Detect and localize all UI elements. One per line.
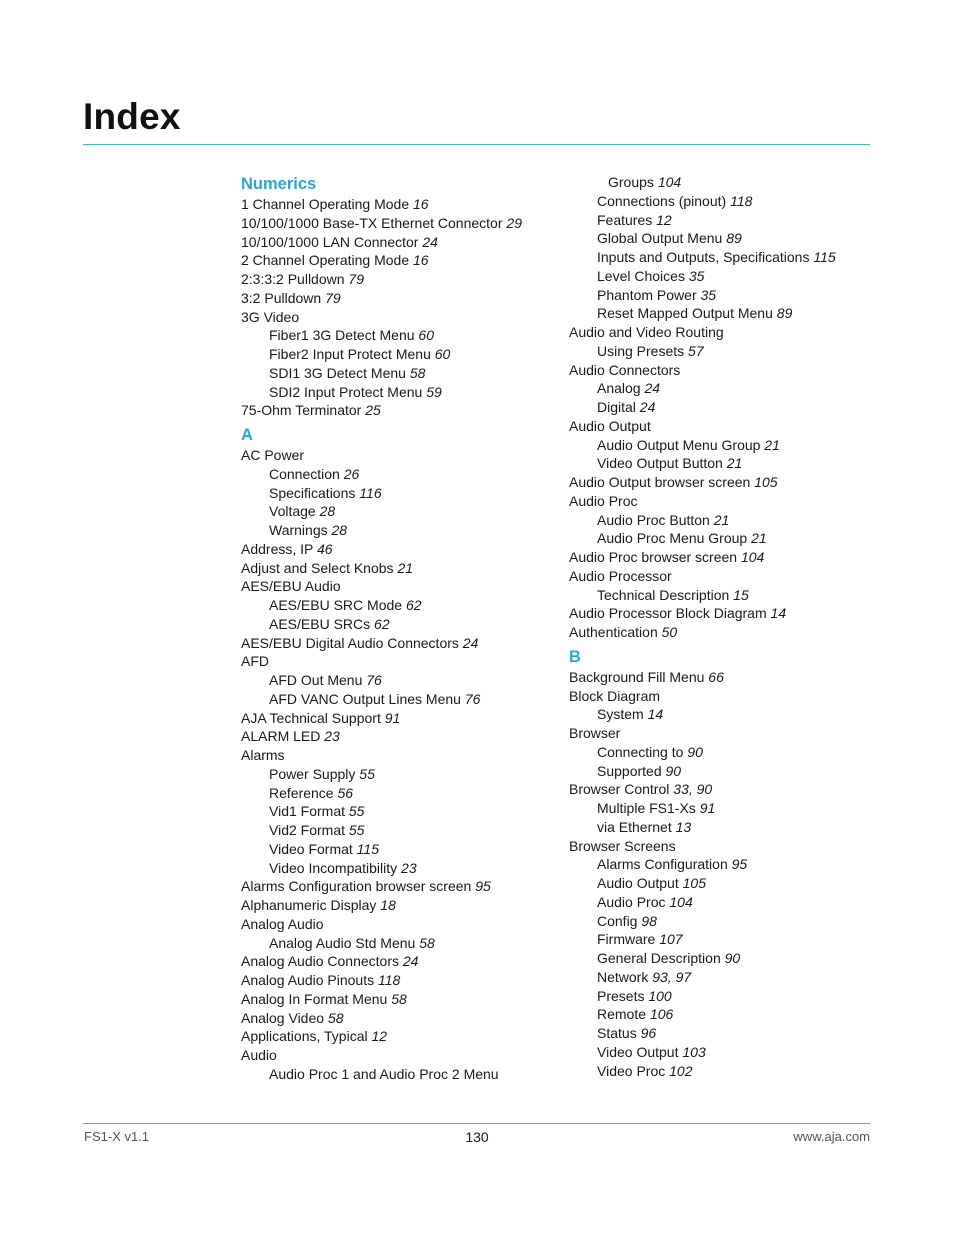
entry-page-ref[interactable]: 91 xyxy=(699,800,716,816)
footer-page-number: 130 xyxy=(465,1129,489,1145)
entry-page-ref[interactable]: 28 xyxy=(319,503,336,520)
index-entry xyxy=(569,837,889,856)
entry-term: Config xyxy=(597,912,642,929)
index-entry xyxy=(241,446,561,465)
entry-page-ref[interactable]: 62 xyxy=(374,615,390,632)
entry-page-ref[interactable]: 104 xyxy=(657,174,682,190)
footer-website: www.aja.com xyxy=(793,1129,870,1144)
entry-term: 2 Channel Operating Mode xyxy=(241,252,413,269)
entry-page-ref[interactable]: 106 xyxy=(649,1006,674,1023)
index-subentry xyxy=(569,304,889,323)
entry-term: Audio Connectors xyxy=(569,361,681,378)
index-subentry xyxy=(569,211,889,230)
entry-page-ref[interactable]: 24 xyxy=(402,953,419,970)
index-subentry xyxy=(569,893,889,912)
entry-page-ref[interactable]: 26 xyxy=(343,465,360,482)
entry-term: Analog Audio Connectors xyxy=(241,953,403,970)
entry-page-ref[interactable]: 35 xyxy=(688,267,705,284)
entry-term: Using Presets xyxy=(597,342,689,359)
entry-page-ref[interactable]: 23 xyxy=(401,859,417,876)
entry-term: ALARM LED xyxy=(241,728,325,745)
index-entry xyxy=(241,1009,561,1028)
entry-term: Alarms Configuration browser screen xyxy=(241,878,476,895)
entry-term: Vid2 Format xyxy=(269,822,349,838)
index-entry xyxy=(241,251,561,270)
index-entry xyxy=(241,971,561,990)
entry-term: AES/EBU Digital Audio Connectors xyxy=(241,634,463,651)
entry-term: Warnings xyxy=(269,522,332,538)
index-subentry xyxy=(569,1024,889,1043)
footer-divider xyxy=(83,1123,870,1124)
section-heading: A xyxy=(241,426,253,444)
entry-page-ref[interactable]: 104 xyxy=(669,893,693,910)
entry-page-ref[interactable]: 118 xyxy=(378,972,401,988)
entry-page-ref[interactable]: 16 xyxy=(413,252,429,269)
entry-term: Inputs and Outputs, Specifications xyxy=(597,249,814,265)
entry-term: Presets xyxy=(597,987,649,1004)
entry-page-ref[interactable]: 76 xyxy=(464,690,481,707)
entry-term: Audio Output Menu Group xyxy=(597,436,765,453)
footer-doc-version: FS1-X v1.1 xyxy=(84,1129,150,1144)
entry-page-ref[interactable]: 66 xyxy=(708,668,724,685)
entry-page-ref[interactable]: 46 xyxy=(317,540,333,557)
entry-page-ref[interactable]: 21 xyxy=(713,511,730,528)
entry-term: AES/EBU SRCs xyxy=(269,615,375,632)
entry-page-ref[interactable]: 14 xyxy=(647,706,664,723)
entry-term: Video Incompatibility xyxy=(269,859,402,876)
entry-term: Audio Processor xyxy=(569,567,672,584)
index-subentry xyxy=(241,840,561,859)
index-subentry xyxy=(241,1065,561,1084)
index-entry xyxy=(241,540,561,559)
entry-page-ref[interactable]: 91 xyxy=(384,709,401,726)
entry-term: Reference xyxy=(269,784,338,801)
index-subentry xyxy=(241,784,561,803)
entry-term: SDI2 Input Protect Menu xyxy=(269,383,427,400)
entry-term: Audio Output xyxy=(569,417,651,434)
entry-term: Alarms xyxy=(241,747,285,763)
index-entry xyxy=(241,727,561,746)
entry-page-ref[interactable]: 104 xyxy=(740,549,765,565)
index-entry xyxy=(241,289,561,308)
index-entry xyxy=(569,361,889,380)
index-subentry xyxy=(569,968,889,987)
index-subentry xyxy=(569,743,889,762)
index-subentry xyxy=(241,383,561,402)
index-subentry xyxy=(569,342,889,361)
entry-page-ref[interactable]: 96 xyxy=(640,1025,657,1041)
index-subentry xyxy=(241,502,561,521)
entry-page-ref[interactable]: 58 xyxy=(391,990,407,1007)
entry-term: Browser xyxy=(569,725,621,741)
index-entry xyxy=(241,896,561,915)
index-entry xyxy=(241,709,561,728)
entry-term: System xyxy=(597,706,648,723)
index-subentry xyxy=(241,521,561,540)
entry-page-ref[interactable]: 50 xyxy=(661,624,678,640)
entry-term: Technical Description xyxy=(597,586,734,603)
index-entry xyxy=(569,668,889,687)
entry-term: AFD Out Menu xyxy=(269,672,367,688)
entry-page-ref[interactable]: 60 xyxy=(434,346,451,362)
entry-page-ref[interactable]: 107 xyxy=(659,931,683,948)
index-subentry xyxy=(569,987,889,1006)
entry-term: Background Fill Menu xyxy=(569,668,709,685)
entry-term: Audio Proc browser screen xyxy=(569,549,741,565)
index-subentry xyxy=(569,949,889,968)
entry-page-ref[interactable]: 15 xyxy=(733,586,749,603)
entry-term: Connections (pinout) xyxy=(597,192,731,209)
entry-page-ref[interactable]: 29 xyxy=(506,214,522,231)
entry-term: Video Output xyxy=(597,1043,683,1060)
index-entry xyxy=(569,473,889,492)
entry-term: Authentication xyxy=(569,624,662,640)
index-entry xyxy=(241,559,561,578)
entry-page-ref[interactable]: 21 xyxy=(764,436,780,453)
entry-term: Browser Control xyxy=(569,781,674,798)
entry-term: Analog Audio Pinouts xyxy=(241,972,378,988)
entry-term: Analog Video xyxy=(241,1009,328,1026)
entry-term: Audio Proc xyxy=(597,893,670,910)
index-entry xyxy=(569,417,889,436)
index-subentry xyxy=(569,930,889,949)
entry-term: SDI1 3G Detect Menu xyxy=(269,364,410,381)
entry-term: Specifications xyxy=(269,484,360,501)
entry-term: Audio Output xyxy=(597,875,683,891)
index-subentry xyxy=(569,874,889,893)
entry-term: Video Proc xyxy=(597,1062,670,1079)
entry-term: 10/100/1000 Base-TX Ethernet Connector xyxy=(241,214,507,231)
entry-page-ref[interactable]: 55 xyxy=(359,765,375,782)
entry-page-ref[interactable]: 25 xyxy=(365,402,381,419)
entry-page-ref[interactable]: 105 xyxy=(682,875,706,891)
index-subentry xyxy=(241,690,561,709)
index-subentry xyxy=(569,586,889,605)
entry-term: Audio Proc xyxy=(569,492,638,509)
entry-term: Browser Screens xyxy=(569,837,676,854)
entry-page-ref[interactable]: 55 xyxy=(348,803,365,820)
entry-term: Status xyxy=(597,1025,641,1041)
index-subentry xyxy=(241,596,561,615)
entry-term: Audio Proc 1 and Audio Proc 2 Menu xyxy=(269,1065,499,1082)
entry-page-ref[interactable]: 57 xyxy=(688,342,704,359)
index-entry xyxy=(241,652,561,671)
entry-page-ref[interactable]: 24 xyxy=(422,233,438,250)
index-entry xyxy=(241,308,561,327)
index-subentry xyxy=(569,173,889,192)
entry-term: Fiber2 Input Protect Menu xyxy=(269,346,435,362)
entry-term: 3G Video xyxy=(241,308,300,325)
entry-page-ref[interactable]: 13 xyxy=(675,818,692,835)
index-entry xyxy=(241,634,561,653)
entry-page-ref[interactable]: 102 xyxy=(669,1062,693,1079)
index-subentry xyxy=(569,511,889,530)
entry-term: Groups xyxy=(608,174,658,190)
entry-page-ref[interactable]: 58 xyxy=(409,364,426,381)
entry-page-ref[interactable]: 89 xyxy=(726,230,742,247)
entry-page-ref[interactable]: 90 xyxy=(687,743,703,760)
entry-term: 1 Channel Operating Mode xyxy=(241,196,413,212)
entry-term: Audio Output browser screen xyxy=(569,474,755,490)
entry-page-ref[interactable]: 59 xyxy=(426,383,442,400)
entry-term: Global Output Menu xyxy=(597,230,727,247)
section-heading: Numerics xyxy=(241,175,317,193)
index-subentry xyxy=(241,765,561,784)
entry-term: AC Power xyxy=(241,447,305,463)
entry-term: AES/EBU SRC Mode xyxy=(269,597,406,613)
index-subentry xyxy=(569,1062,889,1081)
entry-page-ref[interactable]: 21 xyxy=(726,455,743,472)
index-subentry xyxy=(241,615,561,634)
index-entry xyxy=(569,724,889,743)
entry-term: 2:3:3:2 Pulldown xyxy=(241,271,349,287)
entry-term: Audio xyxy=(241,1047,277,1063)
entry-page-ref[interactable]: 103 xyxy=(682,1043,706,1060)
index-subentry xyxy=(569,912,889,931)
entry-term: Audio Processor Block Diagram xyxy=(569,605,771,622)
index-entry xyxy=(241,746,561,765)
index-subentry xyxy=(569,379,889,398)
index-subentry xyxy=(569,799,889,818)
index-subentry xyxy=(241,934,561,953)
entry-page-ref[interactable]: 21 xyxy=(397,559,414,576)
entry-term: Video Format xyxy=(269,840,357,857)
entry-term: Voltage xyxy=(269,503,320,520)
entry-term: Phantom Power xyxy=(597,286,701,303)
index-subentry xyxy=(569,1005,889,1024)
index-subentry xyxy=(241,859,561,878)
index-subentry xyxy=(241,465,561,484)
index-subentry xyxy=(569,762,889,781)
index-subentry xyxy=(569,529,889,548)
entry-page-ref[interactable]: 116 xyxy=(359,484,382,501)
index-entry xyxy=(241,990,561,1009)
entry-page-ref[interactable]: 56 xyxy=(337,784,354,801)
entry-term: via Ethernet xyxy=(597,818,676,835)
index-entry xyxy=(569,567,889,586)
entry-page-ref[interactable]: 62 xyxy=(405,597,422,613)
index-entry xyxy=(241,877,561,896)
index-entry xyxy=(241,401,561,420)
index-entry xyxy=(569,604,889,623)
entry-page-ref[interactable]: 24 xyxy=(639,399,656,415)
entry-term: Features xyxy=(597,211,657,228)
entry-term: Firmware xyxy=(597,931,660,948)
index-subentry xyxy=(569,855,889,874)
index-entry xyxy=(241,270,561,289)
entry-page-ref[interactable]: 90 xyxy=(724,950,741,966)
entry-page-ref[interactable]: 12 xyxy=(656,211,672,228)
index-entry xyxy=(569,780,889,799)
entry-term: Vid1 Format xyxy=(269,803,349,820)
entry-term: AES/EBU Audio xyxy=(241,578,341,595)
entry-page-ref[interactable]: 24 xyxy=(462,634,479,651)
entry-term: Connection xyxy=(269,465,344,482)
entry-page-ref[interactable]: 79 xyxy=(348,271,364,287)
entry-term: Power Supply xyxy=(269,765,360,782)
entry-page-ref[interactable]: 90 xyxy=(665,762,682,779)
index-subentry xyxy=(569,192,889,211)
entry-term: Applications, Typical xyxy=(241,1028,372,1045)
entry-term: Reset Mapped Output Menu xyxy=(597,305,777,322)
entry-term: 10/100/1000 LAN Connector xyxy=(241,233,423,250)
index-subentry xyxy=(241,671,561,690)
index-entry xyxy=(569,548,889,567)
entry-term: Analog xyxy=(597,380,645,397)
entry-term: Analog Audio Std Menu xyxy=(269,934,420,951)
entry-term: Audio Proc Menu Group xyxy=(597,530,752,547)
index-subentry xyxy=(569,229,889,248)
index-subentry xyxy=(569,286,889,305)
entry-page-ref[interactable]: 55 xyxy=(348,822,365,838)
entry-page-ref[interactable]: 89 xyxy=(776,305,793,322)
entry-page-ref[interactable]: 105 xyxy=(754,474,778,490)
index-subentry xyxy=(241,364,561,383)
index-subentry xyxy=(569,705,889,724)
entry-page-ref[interactable]: 12 xyxy=(371,1028,388,1045)
index-entry xyxy=(241,952,561,971)
index-subentry xyxy=(569,1043,889,1062)
index-subentry xyxy=(241,326,561,345)
index-subentry xyxy=(569,436,889,455)
entry-page-ref[interactable]: 21 xyxy=(751,530,767,547)
entry-page-ref[interactable]: 18 xyxy=(380,897,396,913)
index-entry xyxy=(241,1046,561,1065)
entry-page-ref[interactable]: 35 xyxy=(700,286,717,303)
index-subentry xyxy=(241,802,561,821)
entry-page-ref[interactable]: 28 xyxy=(331,522,348,538)
entry-page-ref[interactable]: 33, 90 xyxy=(673,781,713,798)
entry-term: Adjust and Select Knobs xyxy=(241,559,398,576)
entry-term: AJA Technical Support xyxy=(241,709,385,726)
entry-term: Network xyxy=(597,968,653,985)
entry-term: Alphanumeric Display xyxy=(241,897,381,913)
index-column-right xyxy=(569,173,889,1080)
index-entry xyxy=(241,233,561,252)
entry-term: Audio Proc Button xyxy=(597,511,714,528)
index-subentry xyxy=(569,818,889,837)
index-subentry xyxy=(569,454,889,473)
entry-term: Address, IP xyxy=(241,540,318,557)
entry-page-ref[interactable]: 23 xyxy=(324,728,340,745)
entry-page-ref[interactable]: 95 xyxy=(475,878,491,895)
index-entry xyxy=(241,915,561,934)
entry-page-ref[interactable]: 16 xyxy=(413,196,429,212)
index-subentry xyxy=(569,398,889,417)
entry-page-ref[interactable]: 79 xyxy=(325,289,341,306)
index-subentry xyxy=(241,345,561,364)
entry-term: AFD VANC Output Lines Menu xyxy=(269,690,465,707)
index-entry xyxy=(569,492,889,511)
entry-page-ref[interactable]: 115 xyxy=(356,840,379,857)
entry-term: Connecting to xyxy=(597,743,688,760)
entry-term: Alarms Configuration xyxy=(597,856,732,873)
index-entry xyxy=(569,623,889,642)
entry-term: Supported xyxy=(597,762,666,779)
entry-term: Fiber1 3G Detect Menu xyxy=(269,327,419,344)
entry-page-ref[interactable]: 60 xyxy=(418,327,434,344)
index-subentry xyxy=(569,267,889,286)
entry-page-ref[interactable]: 58 xyxy=(419,934,435,951)
index-entry xyxy=(241,195,561,214)
entry-page-ref[interactable]: 58 xyxy=(327,1009,344,1026)
entry-page-ref[interactable]: 93, 97 xyxy=(652,968,692,985)
entry-page-ref[interactable]: 98 xyxy=(641,912,657,929)
entry-term: AFD xyxy=(241,653,269,670)
entry-term: Block Diagram xyxy=(569,687,661,704)
entry-term: Remote xyxy=(597,1006,650,1023)
index-subentry xyxy=(241,484,561,503)
entry-term: Video Output Button xyxy=(597,455,727,472)
entry-page-ref[interactable]: 76 xyxy=(366,672,382,688)
page-title: Index xyxy=(83,96,181,137)
entry-term: 3:2 Pulldown xyxy=(241,289,326,306)
index-entry xyxy=(569,323,889,342)
index-entry xyxy=(569,687,889,706)
entry-page-ref[interactable]: 100 xyxy=(648,987,672,1004)
entry-page-ref[interactable]: 24 xyxy=(644,380,661,397)
index-subentry xyxy=(241,821,561,840)
index-entry xyxy=(241,577,561,596)
index-subentry xyxy=(569,248,889,267)
entry-term: Digital xyxy=(597,399,640,415)
entry-term: Audio and Video Routing xyxy=(569,324,724,340)
section-heading: B xyxy=(569,647,581,666)
index-entry xyxy=(241,214,561,233)
entry-term: General Description xyxy=(597,950,725,966)
entry-term: 75-Ohm Terminator xyxy=(241,402,366,419)
index-column-left xyxy=(241,173,561,1084)
entry-term: Multiple FS1-Xs xyxy=(597,800,700,816)
entry-page-ref[interactable]: 14 xyxy=(770,605,787,622)
title-divider xyxy=(83,144,870,145)
index-entry xyxy=(241,1027,561,1046)
entry-term: Analog In Format Menu xyxy=(241,990,392,1007)
entry-page-ref[interactable]: 118 xyxy=(730,192,753,209)
entry-term: Level Choices xyxy=(597,267,689,284)
entry-page-ref[interactable]: 115 xyxy=(813,249,836,265)
entry-term: Analog Audio xyxy=(241,915,324,932)
entry-page-ref[interactable]: 95 xyxy=(731,856,748,873)
